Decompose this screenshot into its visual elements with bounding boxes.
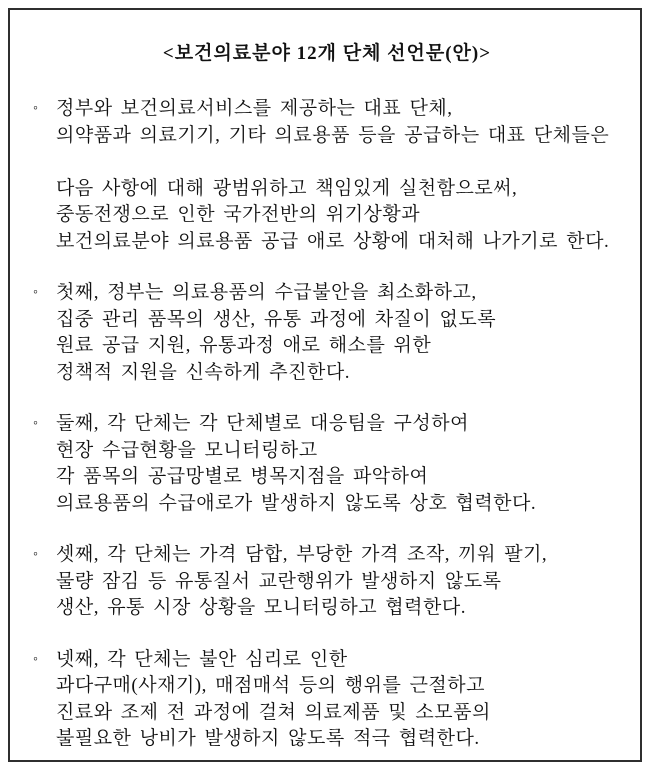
bullet-icon: ◦ [33, 416, 38, 431]
document-border [8, 8, 642, 762]
text-line: 정부와 보건의료서비스를 제공하는 대표 단체, [56, 98, 453, 119]
paragraph-lines [56, 96, 624, 255]
bullet-icon: ◦ [33, 547, 38, 562]
paragraph-lines [56, 647, 624, 753]
text-line: 의약품과 의료기기, 기타 의료용품 등을 공급하는 대표 단체들은 [56, 124, 610, 146]
bullet-icon: ◦ [33, 101, 38, 116]
text-line: 첫째, 정부는 의료용품의 수급불안을 최소화하고, [56, 282, 477, 303]
text-line: 둘째, 각 단체는 각 단체별로 대응팀을 구성하여 [56, 413, 469, 434]
text-line: 정책적 지원을 신속하게 추진한다. [56, 361, 350, 383]
paragraph-lines [56, 542, 624, 622]
text-line: 원료 공급 지원, 유통과정 애로 해소를 위한 [56, 335, 432, 356]
text-line: 셋째, 각 단체는 가격 담합, 부당한 가격 조작, 끼워 팔기, [56, 544, 548, 565]
document-title: <보건의료분야 12개 단체 선언문(안)> [162, 43, 492, 64]
paragraph-lines [56, 411, 624, 517]
text-line: 생산, 유통 시장 상황을 모니터링하고 협력한다. [56, 597, 466, 618]
declaration-paragraph-3 [30, 411, 624, 517]
text-line-blank [56, 149, 624, 176]
text-line: 의료용품의 수급애로가 발생하지 않도록 상호 협력한다. [56, 492, 537, 514]
text-line: 다음 사항에 대해 광범위하고 책임있게 실천함으로써, [56, 177, 518, 199]
declaration-paragraph-1 [30, 96, 624, 255]
bullet-icon: ◦ [33, 651, 38, 667]
text-line: 불필요한 낭비가 발생하지 않도록 적극 협력한다. [56, 728, 480, 749]
text-line: 물량 잠김 등 유통질서 교란행위가 발생하지 않도록 [56, 570, 502, 592]
declaration-paragraph-5 [30, 647, 624, 753]
bullet-icon: ◦ [33, 285, 38, 300]
text-line: 집중 관리 품목의 생산, 유통 과정에 차질이 없도록 [56, 308, 497, 330]
text-line: 중동전쟁으로 인한 국가전반의 위기상황과 [56, 204, 421, 225]
text-line: 진료와 조제 전 과정에 걸쳐 의료제품 및 소모품의 [56, 701, 491, 723]
text-line: 현장 수급현황을 모니터링하고 [56, 439, 318, 461]
declaration-paragraph-4 [30, 542, 624, 622]
paragraph-lines [56, 280, 624, 386]
text-line: 과다구매(사재기), 매점매석 등의 행위를 근절하고 [56, 675, 485, 696]
text-line: 각 품목의 공급망별로 병목지점을 파악하여 [56, 466, 429, 487]
declaration-paragraph-2 [30, 280, 624, 386]
text-line: 보건의료분야 의료용품 공급 애로 상황에 대처해 나가기로 한다. [56, 230, 610, 252]
text-line: 넷째, 각 단체는 불안 심리로 인한 [56, 648, 348, 670]
